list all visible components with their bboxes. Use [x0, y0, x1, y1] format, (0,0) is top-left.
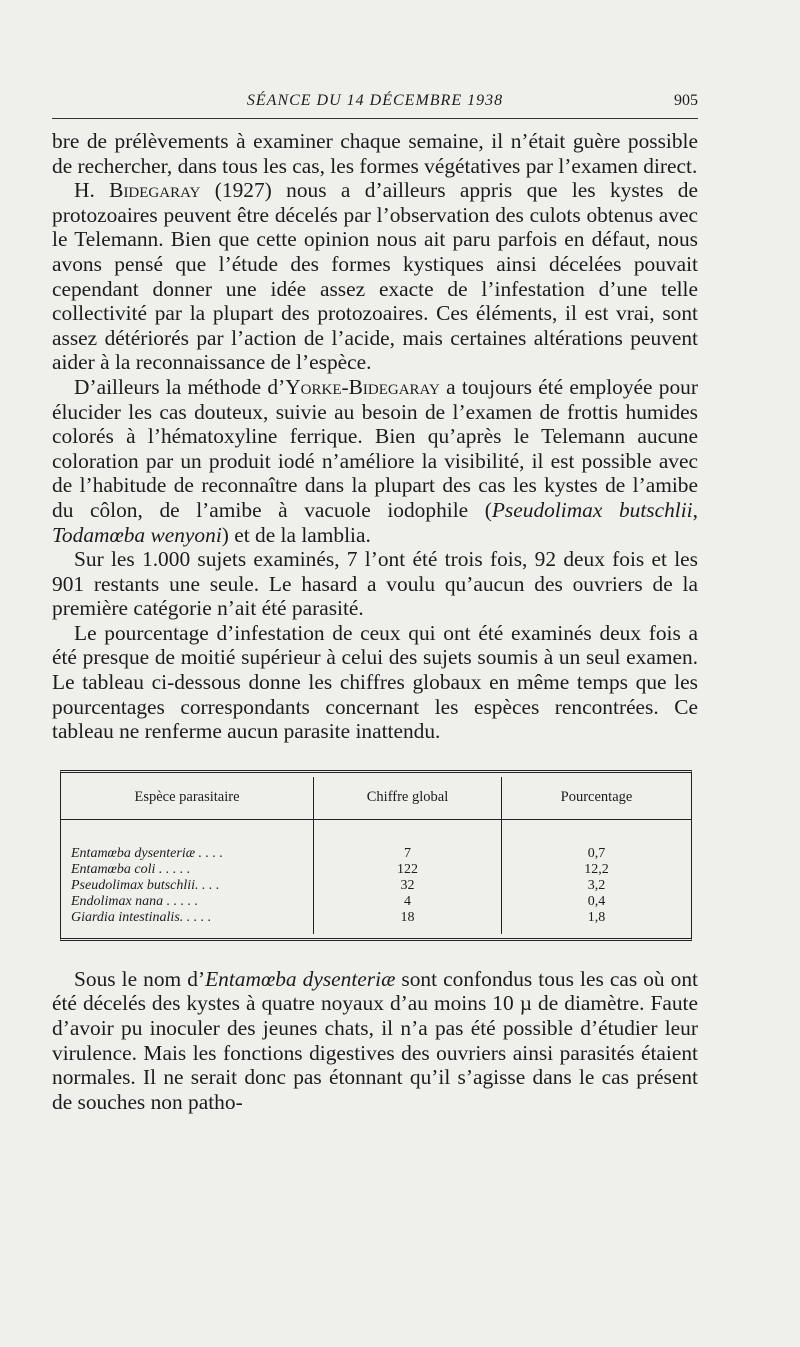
paragraph-3-mid: a toujours été employée pour élucider les cas douteux, suivie au besoin de l’examen de frottis humides colorés à l’hématoxyline ferrique. Bien qu’après le Telemann aucune coloration par un produit iodé n’améliore la visibilité, il est possible avec de l’habitude de reconnaître dans la plupart des cas les kystes de l’amibe du côlon, de l’amibe à vacuole iodophile (: [52, 374, 698, 522]
body-text: [52, 129, 698, 744]
table-spacer: [61, 819, 691, 846]
paragraph-5: Le pourcentage d’infestation de ceux qui ont été examinés deux fois a été presque de moitié supérieur à celui des sujets soumis à un seul examen. Le tableau ci-dessous donne les chiffres globaux en même temps que les pourcentages correspondants concernant les espèces rencontrées. Ce tableau ne renferme aucun parasite inattendu.: [52, 620, 698, 744]
percent-cell: 3,2: [502, 878, 692, 894]
species-cell: Pseudolimax butschlii. . . .: [71, 877, 220, 893]
table-row: [61, 862, 691, 878]
author-bidegaray: Bidegaray: [109, 178, 201, 203]
table-row: [61, 846, 691, 862]
running-title: SÉANCE DU 14 DÉCEMBRE 1938: [246, 92, 504, 109]
percent-cell: 0,7: [502, 846, 692, 862]
paragraph-1: bre de prélèvements à examiner chaque semaine, il n’était guère possible de rechercher, dans tous les cas, les formes végétatives par l’examen direct.: [52, 129, 698, 178]
paragraph-6-start: Sous le nom d’: [74, 966, 206, 991]
species-cell: Giardia intestinalis. . . . .: [71, 909, 212, 925]
global-cell: 18: [314, 910, 502, 926]
book-page: [52, 88, 698, 1114]
table-header-row: [61, 777, 691, 820]
paragraph-3-start: D’ailleurs la méthode d’: [74, 374, 286, 399]
species-cell: Endolimax nana . . . . .: [71, 893, 199, 909]
global-cell: 4: [314, 894, 502, 910]
percent-cell: 1,8: [502, 910, 692, 926]
species-cell: Entamœba coli . . . . .: [71, 861, 191, 877]
body-text-after-table: [52, 967, 698, 1115]
page-header: [52, 88, 698, 119]
percent-cell: 12,2: [502, 862, 692, 878]
table-row: [61, 878, 691, 894]
table-row: [61, 894, 691, 910]
global-cell: 7: [314, 846, 502, 862]
species-todamoeba: Todamœba wenyoni: [52, 522, 222, 547]
global-cell: 32: [314, 878, 502, 894]
paragraph-3-sep: ,: [692, 497, 698, 522]
paragraph-4: Sur les 1.000 sujets examinés, 7 l’ont été trois fois, 92 deux fois et les 901 restants une seule. Le hasard a voulu qu’aucun des ouvriers de la première catégorie n’ait été parasité.: [52, 547, 698, 621]
species-entamoeba-dysenteriae: Entamœba dysenteriæ: [205, 966, 396, 991]
global-cell: 122: [314, 862, 502, 878]
parasite-table-grid: [61, 777, 691, 934]
species-cell: Entamœba dysenteriæ . . . .: [71, 845, 224, 861]
table-spacer: [61, 926, 691, 934]
header-percent: Pourcentage: [502, 777, 692, 820]
species-pseudolimax: Pseudolimax butschlii: [491, 497, 693, 522]
paragraph-3: [52, 375, 698, 547]
header-global: Chiffre global: [314, 777, 502, 820]
table-row: [61, 910, 691, 926]
parasite-table: [60, 770, 692, 941]
paragraph-3-end: ) et de la lamblia.: [221, 522, 371, 547]
page-number: 905: [674, 92, 698, 109]
header-species: Espèce parasitaire: [61, 777, 314, 820]
author-yorke-bidegaray: Yorke-Bidegaray: [285, 374, 440, 399]
paragraph-6: [52, 967, 698, 1115]
paragraph-2-start: H.: [74, 178, 110, 203]
paragraph-2-rest: (1927) nous a d’ailleurs appris que les kystes de protozoaires peuvent être décelés par l’observation des culots obtenus avec le Telemann. Bien que cette opinion nous ait paru parfois en défaut, nous avons pensé que l’étude des formes kystiques ainsi décelées pouvait cependant donner une idée assez exacte de l’infestation d’une telle collectivité par la plupart des protozoaires. Ces éléments, il est vrai, sont assez détériorés par l’action de l’acide, mais certaines altérations peuvent aider à la reconnaissance de l’espèce.: [52, 178, 698, 375]
paragraph-2: [52, 178, 698, 375]
percent-cell: 0,4: [502, 894, 692, 910]
paragraph-6-rest: sont confondus tous les cas où ont été décelés des kystes à quatre noyaux d’au moins 10 µ de diamètre. Faute d’avoir pu inoculer des jeunes chats, il n’a pas été possible d’étudier leur virulence. Mais les fonctions digestives des ouvriers ainsi parasités étaient normales. Il ne serait donc pas étonnant qu’il s’agisse dans le cas présent de souches non patho-: [52, 966, 698, 1114]
